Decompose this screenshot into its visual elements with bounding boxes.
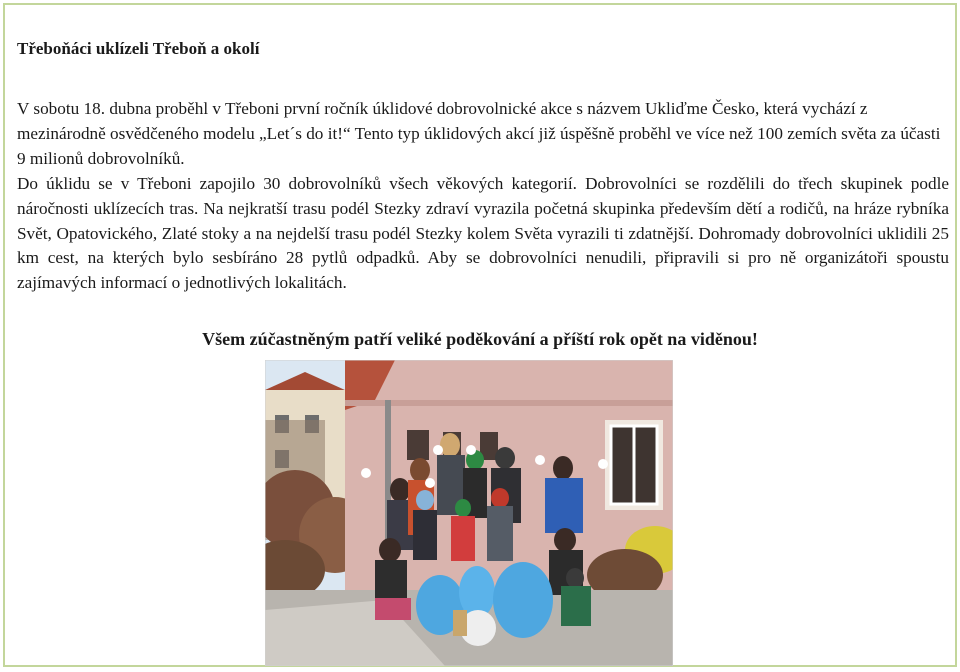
- article-body: [17, 97, 949, 296]
- paragraph-intro: V sobotu 18. dubna proběhl v Třeboni první ročník úklidové dobrovolnické akce s názvem Ukliďme Česko, která vychází z mezinárodně osvědčeného modelu „Let´s do it!“ Tento typ úklidových akcí již úspěšně proběhl ve více než 100 zemích světa za účasti 9 milionů dobrovolníků.: [17, 99, 941, 168]
- volunteers-photo-illustration: [265, 360, 673, 666]
- paragraph-details: Do úklidu se v Třeboni zapojilo 30 dobrovolníků všech věkových kategorií. Dobrovolníci se rozdělili do třech skupinek podle náročnosti uklízecích tras. Na nejkratší trasu podél Stezky zdraví vyrazila početná skupinka především dětí a rodičů, na hráze rybníka Svět, Opatovického, Zlaté stoky a na nejdelší trasu podél Stezky kolem Světa vyrazili ti zdatnější. Dohromady dobrovolníci uklidili 25 km cest, na kterých bylo sesbíráno 28 pytlů odpadků. Aby se dobrovolníci nenudili, připravili si pro ně organizátoři spoustu zajímavých informací o jednotlivých lokalitách.: [17, 173, 949, 293]
- volunteers-photo: [265, 360, 673, 666]
- thanks-line: Všem zúčastněným patří veliké poděkování a příští rok opět na viděnou!: [202, 329, 758, 349]
- article-title: Třeboňáci uklízeli Třeboň a okolí: [17, 39, 260, 58]
